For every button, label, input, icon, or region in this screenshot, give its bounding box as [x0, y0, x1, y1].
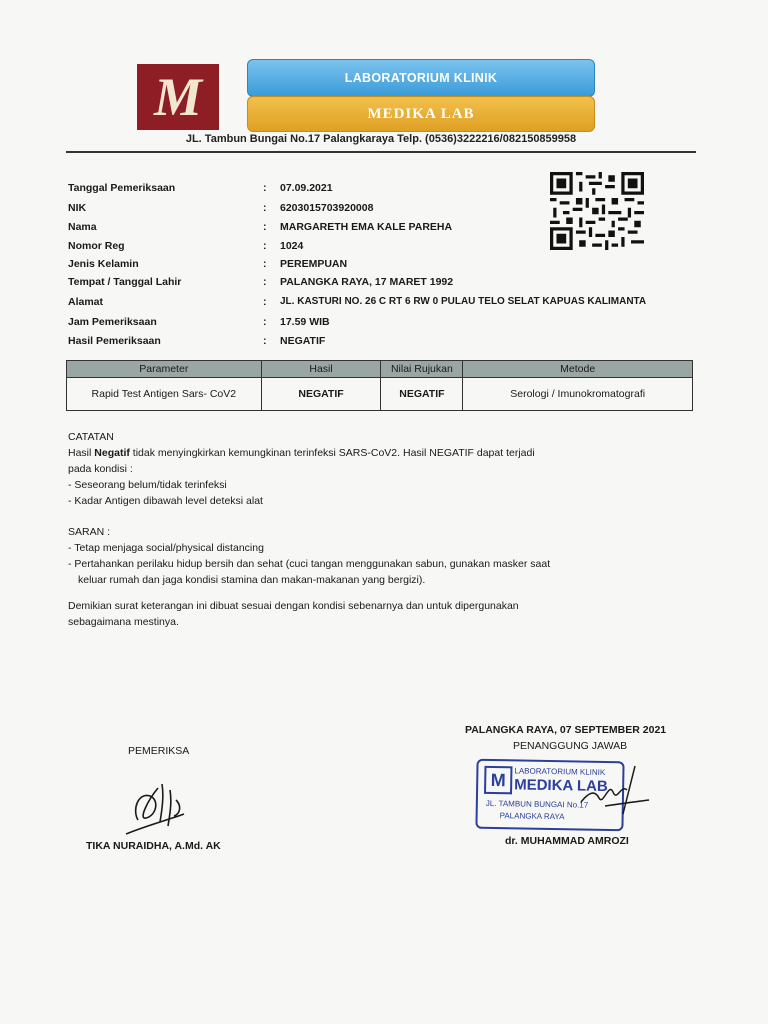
- cell-nilai-rujukan: NEGATIF: [381, 378, 463, 411]
- banner-medika-lab: MEDIKA LAB: [247, 96, 595, 132]
- info-label: Nama: [68, 221, 97, 233]
- penanggung-jawab-title: PENANGGUNG JAWAB: [513, 740, 628, 752]
- info-value: 17.59 WIB: [280, 316, 330, 328]
- stamp-line2: MEDIKA LAB: [514, 776, 608, 796]
- header-hasil: Hasil: [261, 361, 381, 378]
- info-label: Tanggal Pemeriksaan: [68, 182, 176, 194]
- saran-bullet-continued: keluar rumah dan jaga kondisi stamina dan makan-makanan yang bergizi).: [78, 574, 426, 586]
- pemeriksa-name: TIKA NURAIDHA, A.Md. AK: [86, 840, 221, 852]
- header-metode: Metode: [463, 361, 693, 378]
- catatan-bullet: - Seseorang belum/tidak terinfeksi: [68, 479, 227, 491]
- closing-line2: sebagaimana mestinya.: [68, 616, 179, 628]
- catatan-line1-pre: Hasil: [68, 447, 95, 459]
- table-row: [67, 378, 693, 411]
- info-label: Jam Pemeriksaan: [68, 316, 157, 328]
- info-label: Tempat / Tanggal Lahir: [68, 276, 182, 288]
- table-header-row: [67, 361, 693, 378]
- info-value: NEGATIF: [280, 335, 326, 347]
- cell-parameter: Rapid Test Antigen Sars- CoV2: [67, 378, 262, 411]
- info-label: Nomor Reg: [68, 240, 125, 252]
- info-value: 07.09.2021: [280, 182, 333, 194]
- info-colon: :: [263, 316, 267, 328]
- info-colon: :: [263, 221, 267, 233]
- info-label: Alamat: [68, 296, 104, 308]
- info-colon: :: [263, 296, 267, 308]
- info-label: Hasil Pemeriksaan: [68, 335, 161, 347]
- catatan-negatif: Negatif: [94, 447, 130, 459]
- info-colon: :: [263, 182, 267, 194]
- info-value: 1024: [280, 240, 304, 252]
- closing-line1: Demikian surat keterangan ini dibuat sesuai dengan kondisi sebenarnya dan untuk dipergunakan: [68, 600, 519, 612]
- saran-bullet: - Pertahankan perilaku hidup bersih dan sehat (cuci tangan menggunakan sabun, gunakan masker saat: [68, 558, 551, 570]
- info-value: JL. KASTURI NO. 26 C RT 6 RW 0 PULAU TELO SELAT KAPUAS KALIMANTA: [280, 296, 647, 307]
- info-value: PEREMPUAN: [280, 258, 348, 270]
- info-value: PALANGKA RAYA, 17 MARET 1992: [280, 276, 454, 288]
- closing-statement: [68, 598, 708, 630]
- catatan-line1: [68, 445, 708, 461]
- pemeriksa-title: PEMERIKSA: [128, 745, 190, 757]
- banner-laboratorium-klinik: LABORATORIUM KLINIK: [247, 59, 595, 97]
- stamp-line3: JL. TAMBUN BUNGAI No.17: [485, 798, 589, 810]
- catatan-line1-post: tidak menyingkirkan kemungkinan terinfeksi SARS-CoV2. Hasil NEGATIF dapat terjadi: [129, 447, 535, 459]
- place-date: PALANGKA RAYA, 07 SEPTEMBER 2021: [465, 724, 667, 736]
- info-label: NIK: [68, 202, 87, 214]
- saran-title: SARAN :: [68, 526, 111, 538]
- lab-address: JL. Tambun Bungai No.17 Palangkaraya Telp. (0536)3222216/082150859958: [185, 133, 577, 145]
- info-colon: :: [263, 240, 267, 252]
- info-colon: :: [263, 258, 267, 270]
- info-value: 6203015703920008: [280, 202, 374, 214]
- catatan-line2: pada kondisi :: [68, 463, 133, 475]
- saran-section: [68, 524, 708, 588]
- penanggung-jawab-signature: [575, 762, 655, 822]
- cell-metode: Serologi / Imunokromatografi: [463, 378, 693, 411]
- lab-logo: [137, 64, 219, 130]
- info-colon: :: [263, 276, 267, 288]
- header-nilai-rujukan: Nilai Rujukan: [381, 361, 463, 378]
- cell-hasil: NEGATIF: [261, 378, 381, 411]
- info-colon: :: [263, 202, 267, 214]
- logo-letter: M: [153, 67, 202, 127]
- catatan-section: [68, 429, 708, 509]
- stamp-line4: PALANGKA RAYA: [499, 811, 565, 822]
- header-parameter: Parameter: [67, 361, 262, 378]
- penanggung-jawab-name: dr. MUHAMMAD AMROZI: [505, 835, 629, 847]
- saran-bullet: - Tetap menjaga social/physical distancing: [68, 542, 264, 554]
- stamp-logo-icon: M: [484, 766, 512, 794]
- info-label: Jenis Kelamin: [68, 258, 139, 270]
- catatan-bullet: - Kadar Antigen dibawah level deteksi alat: [68, 495, 263, 507]
- qr-code-icon: [550, 172, 644, 250]
- header-divider: [66, 151, 696, 153]
- pemeriksa-signature: [118, 770, 198, 840]
- info-colon: :: [263, 335, 267, 347]
- info-value: MARGARETH EMA KALE PAREHA: [280, 221, 453, 233]
- results-table: [66, 360, 693, 411]
- catatan-title: CATATAN: [68, 431, 114, 443]
- stamp-line1: LABORATORIUM KLINIK: [514, 766, 606, 777]
